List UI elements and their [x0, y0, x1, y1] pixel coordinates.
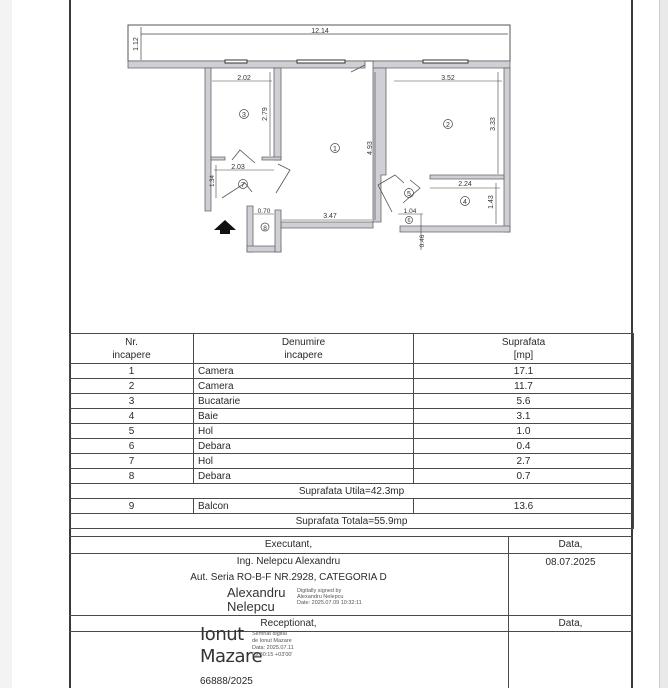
executant-signature-name-line1: Alexandru: [227, 585, 286, 600]
cell-name: Camera: [194, 364, 414, 379]
engineer-name: Ing. Nelepcu Alexandru: [236, 556, 341, 567]
dimension-room3-width: 2.02: [237, 75, 251, 82]
receptionat-signature-name-line2: Mazare: [200, 646, 263, 667]
dimension-room7-width: 2.03: [231, 164, 245, 171]
cell-nr: 4: [70, 409, 194, 424]
table-row: [70, 394, 634, 409]
dimension-total-width: 12.14: [311, 28, 329, 35]
receptionat-date-header: Data,: [558, 618, 583, 629]
cell-nr: 1: [70, 364, 194, 379]
executant-date: 08.07.2025: [545, 557, 596, 568]
cell-area: 0.7: [414, 469, 634, 484]
dimension-room2-depth: 3.33: [490, 117, 497, 131]
table-row: [70, 379, 634, 394]
receptionat-header-row: [69, 615, 633, 632]
room-marker-7: 7: [241, 182, 245, 189]
cell-area: 3.1: [414, 409, 634, 424]
cell-nr: 5: [70, 424, 194, 439]
header-name: [194, 334, 414, 364]
dimension-room1-depth: 4.93: [367, 141, 374, 155]
header-nr-line2: incapere: [112, 349, 151, 361]
cell-nr: 2: [70, 379, 194, 394]
dimension-room3-depth: 2.79: [262, 107, 269, 121]
cell-nr: 3: [70, 394, 194, 409]
dimension-room7-depth: 1.34: [210, 175, 216, 187]
table-row: [70, 439, 634, 454]
cell-name: Hol: [194, 454, 414, 469]
total-area-row: [70, 514, 634, 529]
cell-area: 2.7: [414, 454, 634, 469]
useful-area-total: Suprafata Utila=42.3mp: [70, 484, 634, 499]
cell-name: Camera: [194, 379, 414, 394]
cell-area: 13.6: [414, 499, 634, 514]
table-row: [70, 469, 634, 484]
dimension-room1-width: 3.47: [323, 213, 337, 220]
dimension-room4-depth: 1.43: [488, 195, 495, 209]
header-name-line1: Denumire: [281, 336, 326, 348]
dimension-room8-width: 0.70: [257, 208, 271, 215]
cell-name: Bucatarie: [194, 394, 414, 409]
cell-area: 5.6: [414, 394, 634, 409]
executant-header: Executant,: [264, 539, 313, 550]
room-marker-6: 6: [407, 218, 411, 224]
room-marker-2: 2: [446, 122, 450, 129]
room-marker-4: 4: [463, 199, 467, 206]
cell-name: Balcon: [194, 499, 414, 514]
room-marker-3: 3: [242, 112, 246, 119]
dimension-room2-width: 3.52: [441, 75, 455, 82]
date-column-divider: [508, 536, 509, 688]
cell-name: Debara: [194, 439, 414, 454]
executant-signature-note-line1: Digitally signed by: [297, 588, 342, 594]
cell-name: Baie: [194, 409, 414, 424]
header-area: [414, 334, 634, 364]
header-area-line2: [mp]: [513, 349, 534, 361]
executant-date-header: Data,: [558, 539, 583, 550]
entrance-arrow-icon: [214, 220, 236, 234]
room-table: [69, 333, 634, 529]
table-row: [70, 424, 634, 439]
cell-nr: 7: [70, 454, 194, 469]
header-nr: [70, 334, 194, 364]
receptionat-signature-note-line1: Semnat digital: [252, 631, 287, 637]
floor-plan: [0, 0, 668, 330]
header-name-line2: incapere: [284, 349, 323, 361]
dimension-room6-width: 1.04: [403, 208, 417, 215]
table-row: [70, 409, 634, 424]
receptionat-signature-note-line4: 09:30:15 +03'00': [252, 652, 293, 658]
receptionat-signature-note-line3: Data: 2025.07.11: [252, 645, 294, 651]
cell-area: 11.7: [414, 379, 634, 394]
table-row-balcony: [70, 499, 634, 514]
room-marker-8: 8: [263, 225, 267, 232]
cell-name: Hol: [194, 424, 414, 439]
executant-signature-note-line3: Date: 2025.07.09 10:32:11: [297, 600, 362, 606]
cell-nr: 8: [70, 469, 194, 484]
engineer-authorization: Aut. Seria RO-B-F NR.2928, CATEGORIA D: [190, 572, 387, 583]
receptionat-signature-name-line1: Ionut: [200, 624, 244, 645]
executant-signature-note-line2: Alexandru Nelepcu: [297, 594, 344, 600]
header-nr-line1: Nr.: [125, 336, 138, 348]
cell-area: 0.4: [414, 439, 634, 454]
cell-nr: 9: [70, 499, 194, 514]
receptionat-signature-note-line2: de Ionut Mazare: [252, 638, 292, 644]
divider: [69, 631, 633, 632]
receptionat-header: Receptionat,: [260, 618, 317, 629]
dimension-balcony-depth: 1.12: [133, 37, 140, 51]
walls: [128, 61, 510, 252]
table-header-row: [70, 334, 634, 364]
executant-signature-name-line2: Nelepcu: [227, 599, 275, 614]
dimension-room4-width: 2.24: [458, 181, 472, 188]
registration-number: 66888/2025: [200, 676, 253, 687]
doors: [222, 65, 420, 212]
cell-area: 1.0: [414, 424, 634, 439]
table-row: [70, 454, 634, 469]
cell-name: Debara: [194, 469, 414, 484]
room-marker-1: 1: [333, 146, 337, 153]
table-row: [70, 364, 634, 379]
useful-area-row: [70, 484, 634, 499]
header-area-line1: Suprafata: [501, 336, 546, 348]
total-area: Suprafata Totala=55.9mp: [70, 514, 634, 529]
room-marker-5: 5: [407, 191, 411, 198]
cell-nr: 6: [70, 439, 194, 454]
cell-area: 17.1: [414, 364, 634, 379]
dimension-room6-depth: 0.46: [419, 234, 426, 248]
executant-header-row: [69, 536, 633, 553]
divider: [69, 553, 633, 554]
